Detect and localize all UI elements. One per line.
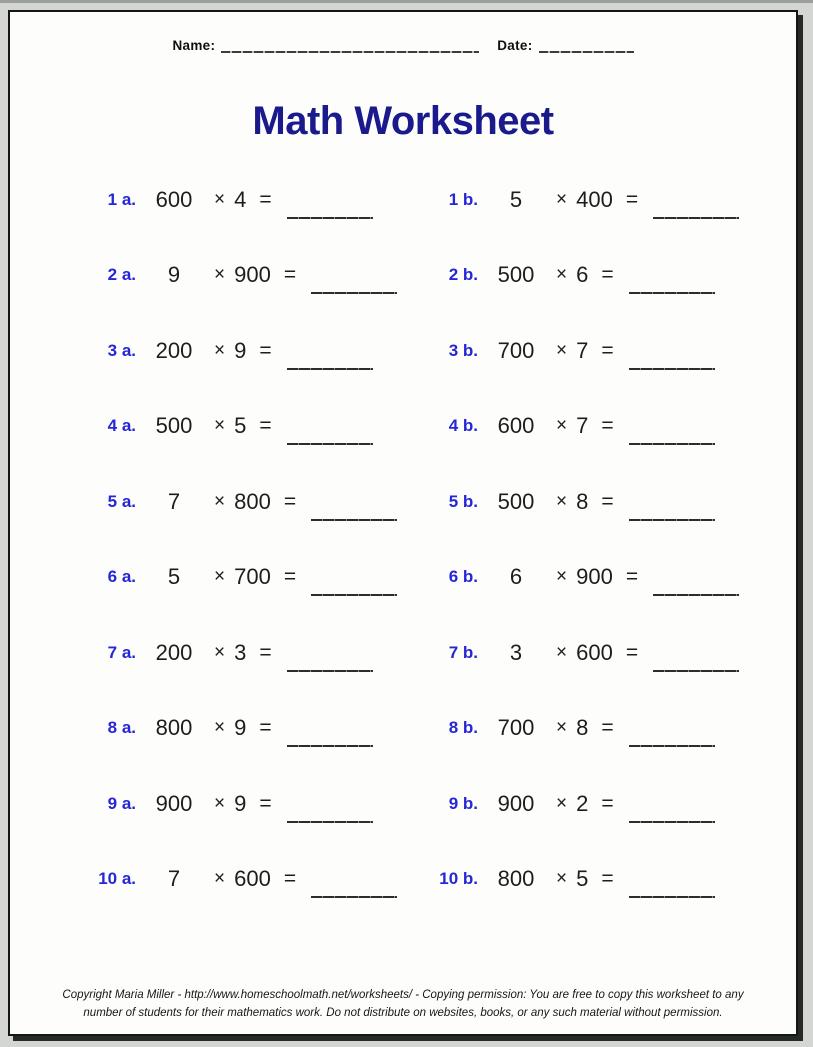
problem-row bbox=[10, 615, 796, 691]
multiply-sign: × bbox=[556, 490, 568, 512]
problem-number: 2 b. bbox=[448, 265, 478, 285]
problem-4b bbox=[410, 413, 752, 439]
multiply-sign: × bbox=[556, 264, 568, 286]
equals-sign: = bbox=[259, 187, 272, 211]
factor-2: 7 bbox=[576, 413, 589, 439]
multiply-sign: × bbox=[556, 641, 568, 663]
problem-5b bbox=[410, 489, 752, 515]
answer-blank bbox=[653, 648, 739, 672]
name-blank-line bbox=[221, 40, 479, 53]
factor-1: 500 bbox=[497, 488, 535, 514]
problem-row bbox=[10, 691, 796, 767]
factor-2: 3 bbox=[234, 639, 247, 665]
problem-row bbox=[10, 389, 796, 465]
problem-7b bbox=[410, 640, 752, 666]
answer-blank bbox=[287, 195, 373, 219]
answer-blank bbox=[311, 572, 397, 596]
problem-10b bbox=[410, 866, 752, 892]
equals-sign: = bbox=[601, 489, 614, 513]
answer-blank bbox=[629, 270, 715, 294]
factor-2: 900 bbox=[234, 262, 271, 288]
equals-sign: = bbox=[601, 338, 614, 362]
problem-number: 4 b. bbox=[448, 416, 478, 436]
problem-row bbox=[10, 162, 796, 238]
copyright-line-1: Copyright Maria Miller - http://www.homeschoolmath.net/worksheets/ - Copying permission: You are free to copy this worksheet to any bbox=[62, 989, 744, 1001]
equals-sign: = bbox=[625, 187, 639, 211]
copyright-line-2: number of students for their mathematics work. Do not distribute on websites, books, or any such material without permission. bbox=[83, 1007, 723, 1019]
problem-number: 6 a. bbox=[107, 567, 136, 587]
answer-blank bbox=[311, 270, 397, 294]
problem-2a bbox=[68, 262, 410, 288]
multiply-sign: × bbox=[214, 868, 226, 890]
multiply-sign: × bbox=[214, 188, 226, 210]
multiply-sign: × bbox=[556, 339, 568, 361]
problem-9b bbox=[410, 791, 752, 817]
problem-number: 8 a. bbox=[107, 718, 136, 738]
equals-sign: = bbox=[283, 565, 297, 589]
answer-blank bbox=[311, 874, 397, 898]
multiply-sign: × bbox=[214, 566, 226, 588]
problem-number: 1 b. bbox=[448, 189, 478, 209]
problem-number: 6 b. bbox=[448, 567, 478, 587]
equals-sign: = bbox=[601, 414, 614, 438]
factor-1: 9 bbox=[167, 262, 181, 288]
factor-1: 6 bbox=[509, 564, 523, 590]
answer-blank bbox=[311, 497, 397, 521]
factor-1: 5 bbox=[167, 564, 181, 590]
answer-blank bbox=[653, 572, 739, 596]
answer-blank bbox=[287, 346, 373, 370]
problem-number: 10 a. bbox=[98, 869, 136, 889]
multiply-sign: × bbox=[214, 792, 226, 814]
factor-1: 200 bbox=[155, 337, 193, 363]
problem-3b bbox=[410, 338, 752, 364]
factor-1: 700 bbox=[497, 715, 535, 741]
factor-1: 600 bbox=[155, 186, 193, 212]
factor-2: 6 bbox=[576, 262, 589, 288]
equals-sign: = bbox=[601, 716, 614, 740]
answer-blank bbox=[653, 195, 739, 219]
problem-8a bbox=[68, 715, 410, 741]
equals-sign: = bbox=[259, 640, 272, 664]
problem-row bbox=[10, 464, 796, 540]
answer-blank bbox=[629, 799, 715, 823]
equals-sign: = bbox=[259, 791, 272, 815]
problem-6b bbox=[410, 564, 752, 590]
factor-1: 500 bbox=[155, 413, 193, 439]
problem-9a bbox=[68, 791, 410, 817]
answer-blank bbox=[287, 723, 373, 747]
equals-sign: = bbox=[259, 716, 272, 740]
answer-blank bbox=[287, 648, 373, 672]
factor-2: 600 bbox=[576, 639, 613, 665]
equals-sign: = bbox=[625, 565, 639, 589]
factor-2: 8 bbox=[576, 715, 589, 741]
factor-1: 900 bbox=[155, 790, 193, 816]
problem-number: 1 a. bbox=[107, 189, 136, 209]
problem-number: 10 b. bbox=[439, 869, 478, 889]
problem-row bbox=[10, 540, 796, 616]
problem-row bbox=[10, 238, 796, 314]
problem-number: 8 b. bbox=[448, 718, 478, 738]
multiply-sign: × bbox=[214, 641, 226, 663]
multiply-sign: × bbox=[556, 792, 568, 814]
factor-2: 9 bbox=[234, 337, 247, 363]
multiply-sign: × bbox=[556, 717, 568, 739]
factor-1: 5 bbox=[509, 186, 523, 212]
equals-sign: = bbox=[601, 263, 614, 287]
problem-2b bbox=[410, 262, 752, 288]
worksheet-page bbox=[8, 10, 798, 1036]
factor-2: 900 bbox=[576, 564, 613, 590]
page-title: Math Worksheet bbox=[252, 99, 554, 143]
copyright-footer bbox=[10, 986, 796, 1022]
factor-2: 5 bbox=[234, 413, 247, 439]
problem-8b bbox=[410, 715, 752, 741]
multiply-sign: × bbox=[556, 868, 568, 890]
factor-2: 5 bbox=[576, 866, 589, 892]
problem-5a bbox=[68, 489, 410, 515]
problem-10a bbox=[68, 866, 410, 892]
multiply-sign: × bbox=[556, 415, 568, 437]
factor-2: 800 bbox=[234, 488, 271, 514]
factor-1: 3 bbox=[509, 639, 523, 665]
factor-2: 9 bbox=[234, 790, 247, 816]
multiply-sign: × bbox=[214, 717, 226, 739]
problem-7a bbox=[68, 640, 410, 666]
multiply-sign: × bbox=[556, 188, 568, 210]
factor-2: 8 bbox=[576, 488, 589, 514]
problem-list bbox=[10, 162, 796, 917]
factor-1: 7 bbox=[167, 866, 181, 892]
answer-blank bbox=[629, 723, 715, 747]
factor-1: 200 bbox=[155, 639, 193, 665]
factor-2: 600 bbox=[234, 866, 271, 892]
answer-blank bbox=[629, 497, 715, 521]
factor-1: 7 bbox=[167, 488, 181, 514]
factor-1: 900 bbox=[497, 790, 535, 816]
answer-blank bbox=[629, 346, 715, 370]
answer-blank bbox=[287, 799, 373, 823]
factor-1: 800 bbox=[155, 715, 193, 741]
problem-number: 9 a. bbox=[107, 793, 136, 813]
date-label: Date: bbox=[497, 38, 533, 53]
equals-sign: = bbox=[601, 791, 614, 815]
answer-blank bbox=[629, 421, 715, 445]
equals-sign: = bbox=[283, 867, 297, 891]
multiply-sign: × bbox=[214, 264, 226, 286]
problem-number: 3 b. bbox=[448, 340, 478, 360]
factor-2: 9 bbox=[234, 715, 247, 741]
answer-blank bbox=[629, 874, 715, 898]
multiply-sign: × bbox=[214, 339, 226, 361]
factor-2: 2 bbox=[576, 790, 589, 816]
problem-number: 7 a. bbox=[107, 642, 136, 662]
problem-3a bbox=[68, 338, 410, 364]
problem-number: 2 a. bbox=[107, 265, 136, 285]
multiply-sign: × bbox=[556, 566, 568, 588]
problem-number: 3 a. bbox=[107, 340, 136, 360]
multiply-sign: × bbox=[214, 415, 226, 437]
factor-1: 500 bbox=[497, 262, 535, 288]
factor-1: 800 bbox=[497, 866, 535, 892]
problem-row bbox=[10, 842, 796, 918]
factor-1: 700 bbox=[497, 337, 535, 363]
problem-number: 5 a. bbox=[107, 491, 136, 511]
date-blank-line bbox=[539, 40, 634, 53]
equals-sign: = bbox=[283, 489, 297, 513]
factor-2: 400 bbox=[576, 186, 613, 212]
problem-number: 9 b. bbox=[448, 793, 478, 813]
problem-row bbox=[10, 313, 796, 389]
problem-1b bbox=[410, 187, 752, 213]
equals-sign: = bbox=[259, 338, 272, 362]
factor-2: 700 bbox=[234, 564, 271, 590]
equals-sign: = bbox=[259, 414, 272, 438]
scan-edge-strip bbox=[0, 0, 813, 3]
problem-1a bbox=[68, 187, 410, 213]
multiply-sign: × bbox=[214, 490, 226, 512]
factor-2: 4 bbox=[234, 186, 247, 212]
problem-6a bbox=[68, 564, 410, 590]
equals-sign: = bbox=[283, 263, 297, 287]
header bbox=[10, 38, 796, 53]
factor-1: 600 bbox=[497, 413, 535, 439]
problem-number: 4 a. bbox=[107, 416, 136, 436]
factor-2: 7 bbox=[576, 337, 589, 363]
equals-sign: = bbox=[601, 867, 614, 891]
problem-row bbox=[10, 766, 796, 842]
name-label: Name: bbox=[172, 38, 216, 53]
problem-4a bbox=[68, 413, 410, 439]
answer-blank bbox=[287, 421, 373, 445]
problem-number: 5 b. bbox=[448, 491, 478, 511]
equals-sign: = bbox=[625, 640, 639, 664]
problem-number: 7 b. bbox=[448, 642, 478, 662]
